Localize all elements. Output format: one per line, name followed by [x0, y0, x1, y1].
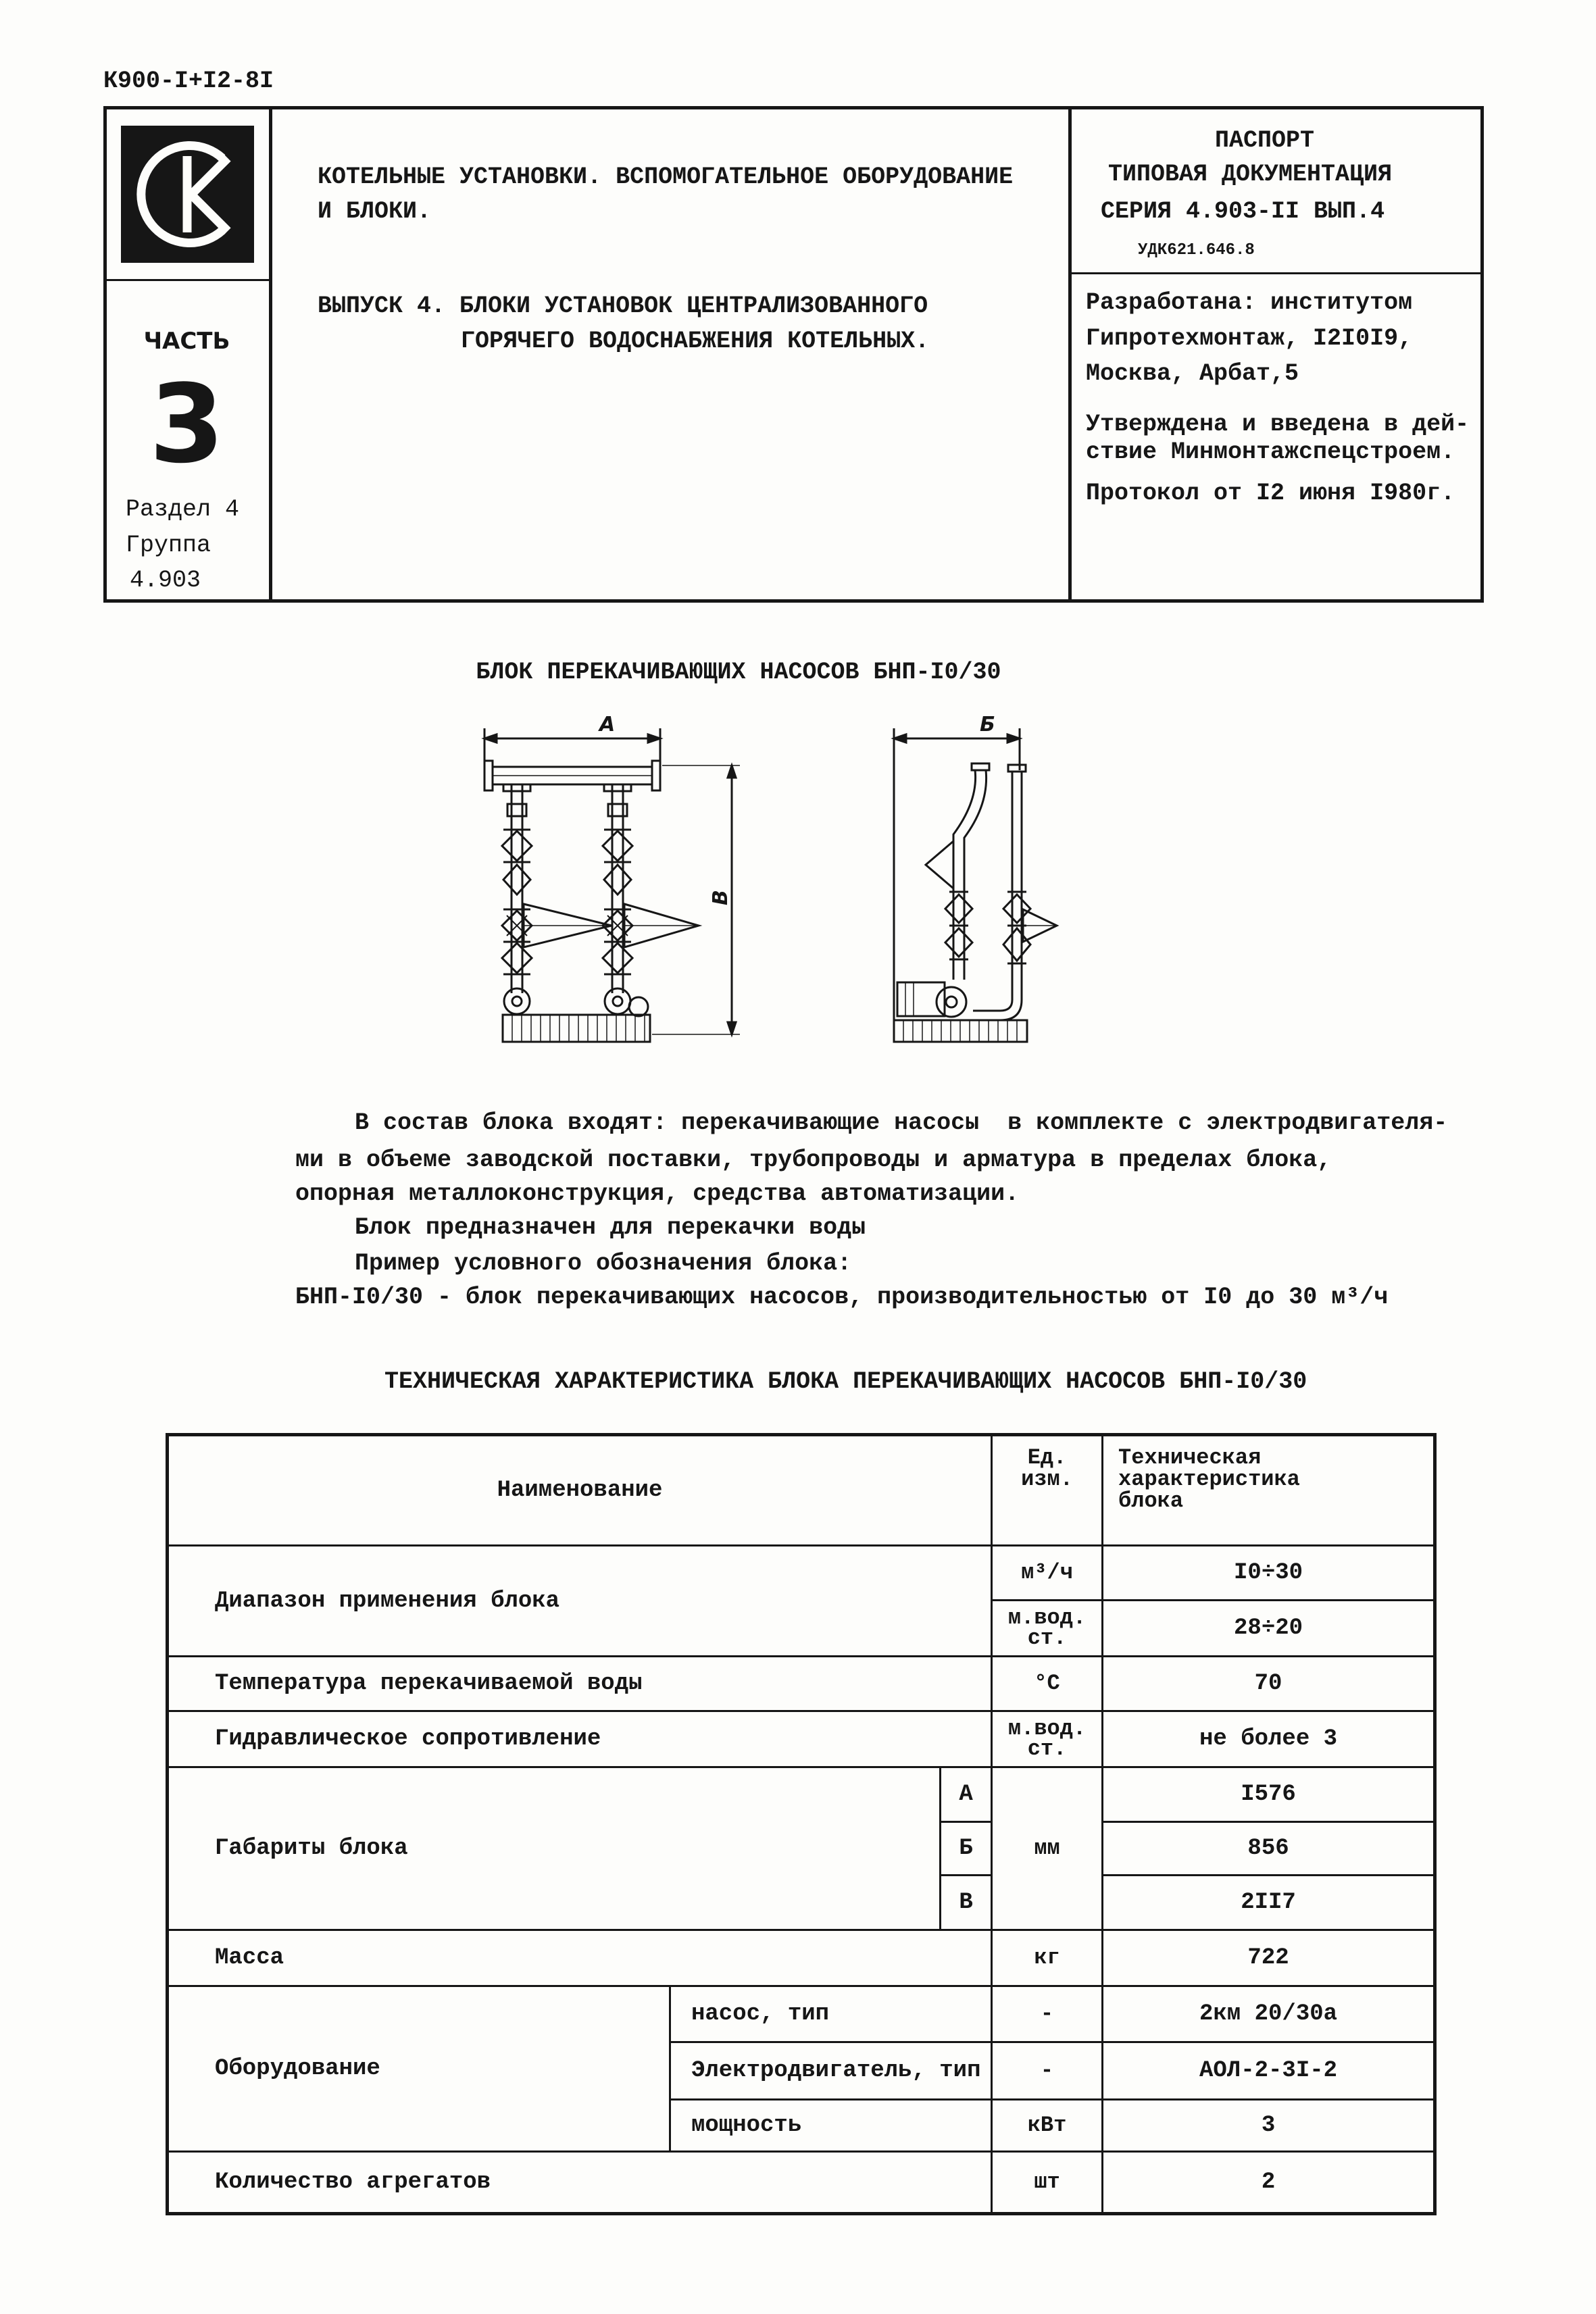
units-count-unit: шт: [992, 2152, 1103, 2214]
description-line-1: В состав блока входят: перекачивающие насосы в комплекте с электродвигателя-: [355, 1109, 1448, 1136]
table-header-row: [168, 1435, 1435, 1546]
description-line-4: Блок предназначен для перекачки воды: [355, 1214, 866, 1241]
side-discharge-pipe: [973, 765, 1057, 1020]
group-label: Группа: [126, 532, 211, 559]
side-view: [894, 728, 1057, 1042]
header-name: Наименование: [168, 1435, 992, 1546]
table-row: [168, 1930, 1435, 1986]
equipment-motor-label: Электродвигатель, тип: [670, 2042, 992, 2100]
title-block-divider-right: [1068, 106, 1072, 603]
header-value: Техническая характеристика блока: [1103, 1435, 1435, 1546]
table-row: [168, 1986, 1435, 2042]
developer-line-2: Гипротехмонтаж, I2I0I9,: [1086, 325, 1413, 352]
side-suction-pipe: [926, 763, 989, 980]
equipment-pump-unit: -: [992, 1986, 1103, 2042]
range-value-head: 28÷20: [1103, 1601, 1435, 1657]
part-column-divider: [103, 279, 270, 281]
equipment-pump-value: 2км 20/30а: [1103, 1986, 1435, 2042]
dimension-letter-v: В: [941, 1876, 992, 1930]
protocol-line: Протокол от I2 июня I980г.: [1086, 480, 1455, 507]
units-count-label: Количество агрегатов: [168, 2152, 992, 2214]
resistance-unit: м.вод. ст.: [992, 1711, 1103, 1767]
approval-line-2: ствие Минмонтажспецстроем.: [1086, 438, 1455, 466]
description-line-5: Пример условного обозначения блока:: [355, 1250, 852, 1277]
description-line-3: опорная металлоконструкция, средства автоматизации.: [295, 1180, 1020, 1207]
dimension-value-v: 2II7: [1103, 1876, 1435, 1930]
mass-unit: кг: [992, 1930, 1103, 1986]
organization-logo: [121, 126, 254, 263]
developer-line-1: Разработана: институтом: [1086, 289, 1413, 316]
block-title: БЛОК ПЕРЕКАЧИВАЮЩИХ НАСОСОВ БНП-I0/30: [476, 659, 1001, 686]
equipment-power-value: 3: [1103, 2100, 1435, 2152]
range-value-flow: I0÷30: [1103, 1546, 1435, 1601]
resistance-label: Гидравлическое сопротивление: [168, 1711, 992, 1767]
description-line-6: БНП-I0/30 - блок перекачивающих насосов, производительностью от I0 до 30 м³/ч: [295, 1284, 1389, 1311]
document-type: ТИПОВАЯ ДОКУМЕНТАЦИЯ: [1108, 161, 1393, 188]
passport-column-divider: [1070, 272, 1484, 274]
resistance-value: не более 3: [1103, 1711, 1435, 1767]
table-row: [168, 1711, 1435, 1767]
table-row: [168, 2152, 1435, 2214]
temperature-label: Температура перекачиваемой воды: [168, 1657, 992, 1711]
mass-label: Масса: [168, 1930, 992, 1986]
range-unit-head: м.вод. ст.: [992, 1601, 1103, 1657]
range-label: Диапазон применения блока: [168, 1546, 992, 1657]
dimension-value-b: 856: [1103, 1822, 1435, 1876]
group-number: 4.903: [130, 567, 201, 594]
part-label: ЧАСТЬ: [143, 328, 230, 355]
dimensions-label: Габариты блока: [168, 1767, 941, 1930]
side-base-frame: [894, 1020, 1027, 1042]
dimension-label-v: В: [709, 890, 732, 905]
issue-title-line-1: ВЫПУСК 4. БЛОКИ УСТАНОВОК ЦЕНТРАЛИЗОВАННОГО: [318, 293, 928, 320]
temperature-unit: °С: [992, 1657, 1103, 1711]
series-title-line-2: И БЛОКИ.: [318, 198, 432, 225]
section-label: Раздел 4: [126, 496, 240, 523]
dimension-value-a: I576: [1103, 1767, 1435, 1822]
equipment-power-label: мощность: [670, 2100, 992, 2152]
mass-value: 722: [1103, 1930, 1435, 1986]
equipment-motor-value: АОЛ-2-3I-2: [1103, 2042, 1435, 2100]
dimension-label-b: Б: [980, 713, 995, 736]
issue-title-line-2: ГОРЯЧЕГО ВОДОСНАБЖЕНИЯ КОТЕЛЬНЫХ.: [461, 328, 930, 355]
table-title: ТЕХНИЧЕСКАЯ ХАРАКТЕРИСТИКА БЛОКА ПЕРЕКАЧИВАЮЩИХ НАСОСОВ БНП-I0/30: [384, 1368, 1307, 1395]
dimension-letter-b: Б: [941, 1822, 992, 1876]
document-code: К900-I+I2-8I: [103, 68, 274, 95]
front-view: [484, 728, 740, 1042]
dimension-a: [484, 728, 660, 765]
temperature-value: 70: [1103, 1657, 1435, 1711]
table-row: [168, 1546, 1435, 1601]
range-unit-flow: м³/ч: [992, 1546, 1103, 1601]
equipment-label: Оборудование: [168, 1986, 670, 2152]
units-count-value: 2: [1103, 2152, 1435, 2214]
developer-line-3: Москва, Арбат,5: [1086, 360, 1299, 387]
equipment-pump-label: насос, тип: [670, 1986, 992, 2042]
pump-column-2: [603, 784, 699, 1016]
dimensions-unit: мм: [992, 1767, 1103, 1930]
udk-code: УДК621.646.8: [1138, 241, 1255, 259]
passport-heading: ПАСПОРТ: [1215, 127, 1315, 154]
dimension-label-a: А: [599, 713, 616, 736]
equipment-motor-unit: -: [992, 2042, 1103, 2100]
dimension-b: [894, 728, 1020, 1042]
equipment-power-unit: кВт: [992, 2100, 1103, 2152]
front-base-frame: [503, 1015, 650, 1042]
series-title-line-1: КОТЕЛЬНЫЕ УСТАНОВКИ. ВСПОМОГАТЕЛЬНОЕ ОБОРУДОВАНИЕ: [318, 164, 1014, 191]
header-unit: Ед. изм.: [992, 1435, 1103, 1546]
dimension-letter-a: А: [941, 1767, 992, 1822]
side-pump-motor: [897, 982, 966, 1017]
table-row: [168, 1767, 1435, 1822]
pump-column-1: [502, 784, 612, 1014]
approval-line-1: Утверждена и введена в дей-: [1086, 411, 1470, 438]
series-number: СЕРИЯ 4.903-II ВЫП.4: [1101, 198, 1385, 225]
specification-table: [166, 1433, 1437, 2215]
pump-block-drawing: [459, 703, 1081, 1054]
description-line-2: ми в объеме заводской поставки, трубопроводы и арматура в пределах блока,: [295, 1147, 1332, 1174]
part-number: 3: [149, 361, 225, 487]
table-row: [168, 1657, 1435, 1711]
